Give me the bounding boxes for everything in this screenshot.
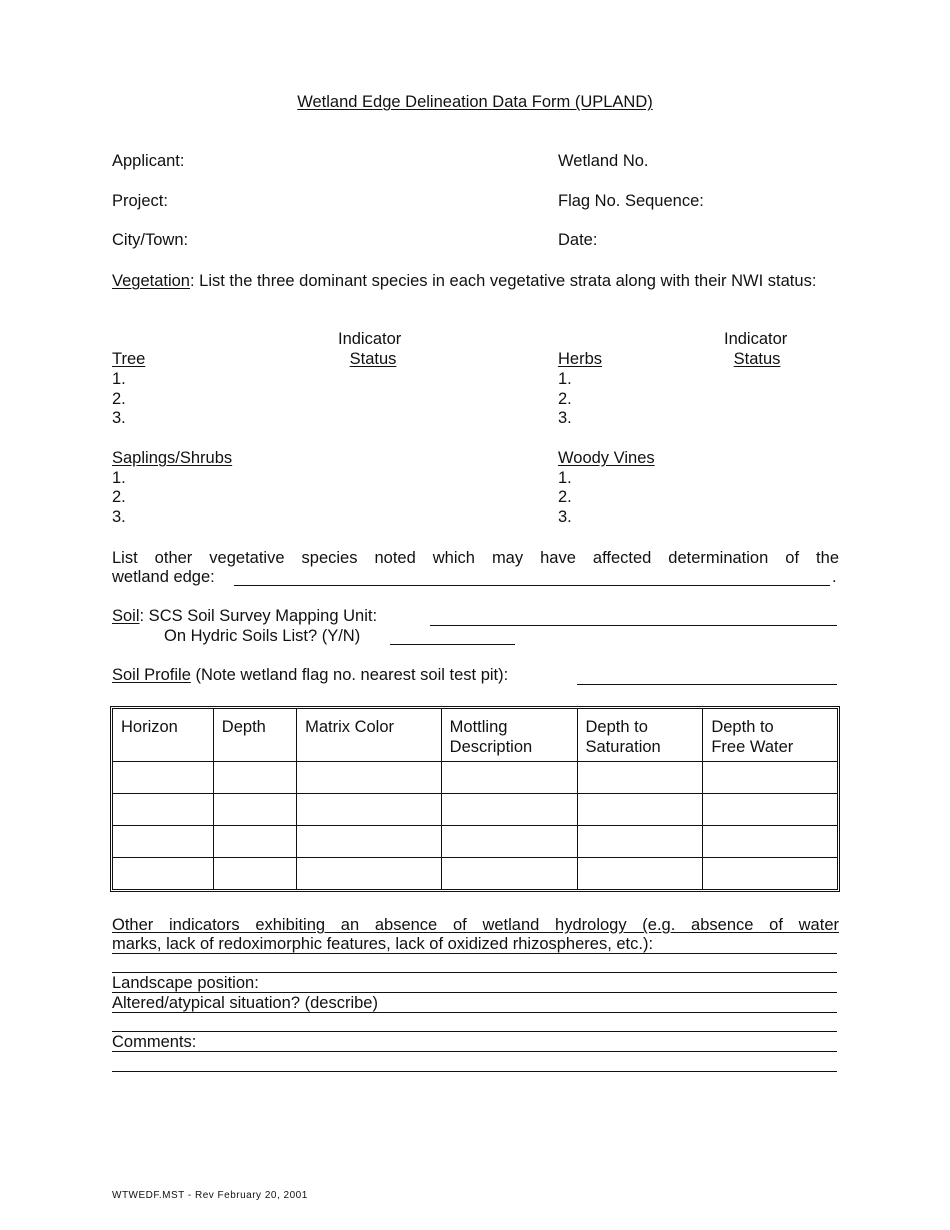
table-cell[interactable] bbox=[703, 794, 837, 826]
saplings-item-3: 3. bbox=[112, 508, 126, 526]
tree-status-label: Status bbox=[349, 350, 397, 368]
header-horizon: Horizon bbox=[113, 709, 214, 762]
tree-item-3: 3. bbox=[112, 409, 126, 427]
project-label: Project: bbox=[112, 192, 168, 210]
tree-indicator-label: Indicator bbox=[338, 330, 402, 348]
tree-item-2: 2. bbox=[112, 390, 126, 408]
other-species-period: . bbox=[832, 568, 837, 586]
soil-survey-row: Soil: SCS Soil Survey Mapping Unit: bbox=[112, 607, 378, 625]
table-row bbox=[113, 794, 837, 826]
table-cell[interactable] bbox=[214, 762, 297, 794]
vegetation-heading: Vegetation bbox=[112, 272, 190, 290]
herbs-item-3: 3. bbox=[558, 409, 572, 427]
saplings-item-2: 2. bbox=[112, 488, 126, 506]
header-depth-free-water: Depth to Free Water bbox=[703, 709, 837, 762]
soil-profile-heading: Soil Profile bbox=[112, 666, 191, 684]
hydric-label: On Hydric Soils List? (Y/N) bbox=[164, 627, 361, 645]
table-cell[interactable] bbox=[578, 762, 704, 794]
other-species-text: List other vegetative species noted which may have affected determination of the bbox=[112, 549, 839, 567]
table-cell[interactable] bbox=[442, 826, 578, 858]
soil-heading: Soil bbox=[112, 607, 140, 625]
hydric-line[interactable] bbox=[390, 644, 515, 645]
city-label: City/Town: bbox=[112, 231, 189, 249]
hydrology-text-2: marks, lack of redoximorphic features, lack of oxidized rhizospheres, etc.): bbox=[112, 935, 654, 953]
header-matrix-color: Matrix Color bbox=[297, 709, 442, 762]
soil-profile-line[interactable] bbox=[577, 684, 837, 685]
herbs-indicator-label: Indicator bbox=[724, 330, 788, 348]
vines-item-3: 3. bbox=[558, 508, 572, 526]
table-cell[interactable] bbox=[442, 762, 578, 794]
table-row bbox=[113, 858, 837, 889]
tree-heading: Tree bbox=[112, 350, 146, 368]
table-cell[interactable] bbox=[703, 826, 837, 858]
herbs-status-label: Status bbox=[733, 350, 781, 368]
comments-line-2[interactable] bbox=[112, 1071, 837, 1072]
hydrology-line-2[interactable] bbox=[112, 972, 837, 973]
other-species-text-2: wetland edge: bbox=[112, 568, 215, 586]
table-cell[interactable] bbox=[113, 794, 214, 826]
table-cell[interactable] bbox=[578, 794, 704, 826]
vines-heading: Woody Vines bbox=[558, 449, 655, 467]
table-cell[interactable] bbox=[297, 826, 442, 858]
altered-line-1[interactable] bbox=[112, 1012, 837, 1013]
soil-profile-row: Soil Profile (Note wetland flag no. nearest soil test pit): bbox=[112, 666, 509, 684]
hydrology-text-1: Other indicators exhibiting an absence of wetland hydrology (e.g. absence of water bbox=[112, 916, 839, 934]
table-cell[interactable] bbox=[214, 794, 297, 826]
saplings-heading: Saplings/Shrubs bbox=[112, 449, 233, 467]
table-cell[interactable] bbox=[214, 858, 297, 889]
table-cell[interactable] bbox=[578, 858, 704, 889]
date-label: Date: bbox=[558, 231, 598, 249]
footer-revision: WTWEDF.MST - Rev February 20, 2001 bbox=[112, 1190, 308, 1201]
applicant-label: Applicant: bbox=[112, 152, 185, 170]
table-cell[interactable] bbox=[214, 826, 297, 858]
vines-item-2: 2. bbox=[558, 488, 572, 506]
altered-label: Altered/atypical situation? (describe) bbox=[112, 994, 378, 1012]
table-row bbox=[113, 826, 837, 858]
landscape-line[interactable] bbox=[112, 992, 837, 993]
table-cell[interactable] bbox=[297, 762, 442, 794]
table-cell[interactable] bbox=[113, 858, 214, 889]
soil-profile-table bbox=[110, 706, 840, 892]
table-cell[interactable] bbox=[113, 826, 214, 858]
tree-item-1: 1. bbox=[112, 370, 126, 388]
landscape-label: Landscape position: bbox=[112, 974, 259, 992]
header-depth-saturation: Depth to Saturation bbox=[578, 709, 704, 762]
table-row bbox=[113, 762, 837, 794]
comments-line-1[interactable] bbox=[112, 1051, 837, 1052]
flag-sequence-label: Flag No. Sequence: bbox=[558, 192, 704, 210]
header-mottling: Mottling Description bbox=[442, 709, 578, 762]
form-title: Wetland Edge Delineation Data Form (UPLAND) bbox=[297, 93, 653, 111]
table-cell[interactable] bbox=[703, 858, 837, 889]
wetland-no-label: Wetland No. bbox=[558, 152, 649, 170]
altered-line-2[interactable] bbox=[112, 1031, 837, 1032]
hydrology-line-1[interactable] bbox=[112, 953, 837, 954]
table-cell[interactable] bbox=[297, 858, 442, 889]
table-header-row bbox=[113, 709, 837, 762]
table-cell[interactable] bbox=[442, 794, 578, 826]
other-species-line[interactable] bbox=[234, 585, 830, 586]
vines-item-1: 1. bbox=[558, 469, 572, 487]
herbs-heading: Herbs bbox=[558, 350, 603, 368]
vegetation-instructions: Vegetation: List the three dominant species in each vegetative strata along with their NWI status: bbox=[112, 272, 817, 290]
herbs-item-1: 1. bbox=[558, 370, 572, 388]
header-depth: Depth bbox=[214, 709, 297, 762]
table-cell[interactable] bbox=[578, 826, 704, 858]
table-cell[interactable] bbox=[442, 858, 578, 889]
soil-survey-line[interactable] bbox=[430, 625, 837, 626]
herbs-item-2: 2. bbox=[558, 390, 572, 408]
comments-label: Comments: bbox=[112, 1033, 197, 1051]
table-cell[interactable] bbox=[703, 762, 837, 794]
table-cell[interactable] bbox=[113, 762, 214, 794]
table-cell[interactable] bbox=[297, 794, 442, 826]
saplings-item-1: 1. bbox=[112, 469, 126, 487]
